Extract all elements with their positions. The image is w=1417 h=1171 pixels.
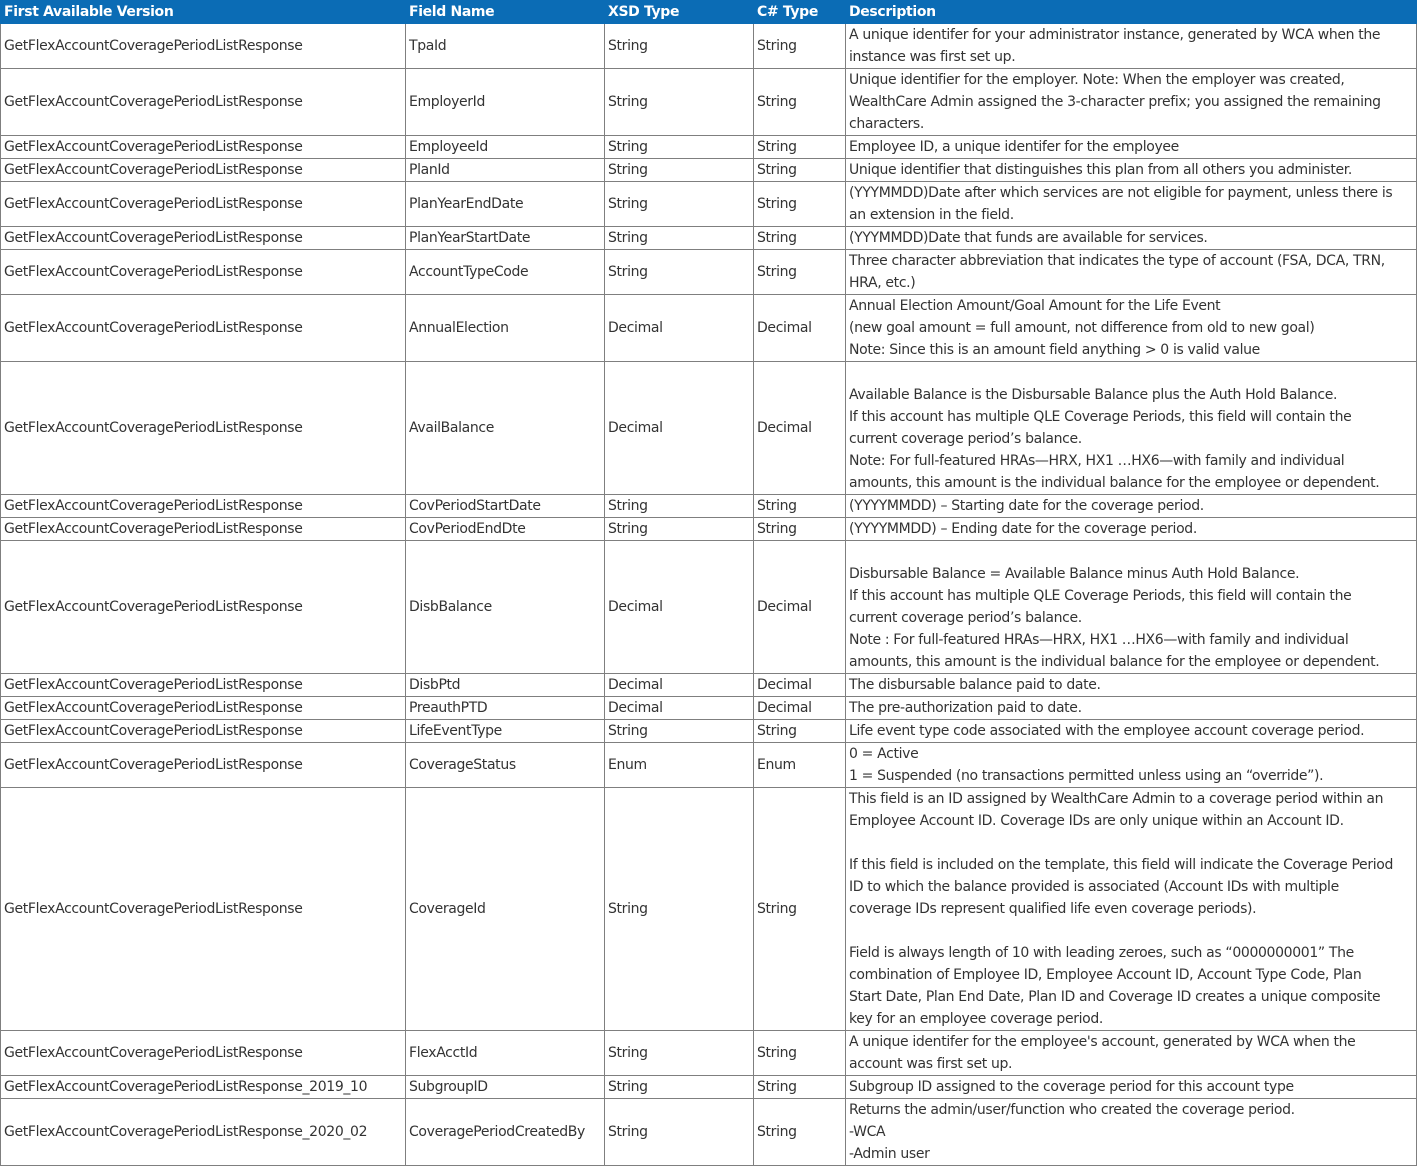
cell-description: (YYYMMDD)Date that funds are available for services. xyxy=(846,227,1417,250)
cell-cs-type: String xyxy=(754,518,846,541)
table-row xyxy=(1,227,1417,250)
table-row xyxy=(1,495,1417,518)
cell-cs-type: String xyxy=(754,788,846,1031)
cell-version: GetFlexAccountCoveragePeriodListResponse xyxy=(1,362,406,495)
cell-description: The disbursable balance paid to date. xyxy=(846,674,1417,697)
cell-version: GetFlexAccountCoveragePeriodListResponse xyxy=(1,697,406,720)
cell-description: Three character abbreviation that indicates the type of account (FSA, DCA, TRN, HRA, etc.) xyxy=(846,250,1417,295)
cell-version: GetFlexAccountCoveragePeriodListResponse xyxy=(1,159,406,182)
cell-xsd-type: String xyxy=(605,182,754,227)
cell-cs-type: String xyxy=(754,24,846,69)
cell-version: GetFlexAccountCoveragePeriodListResponse xyxy=(1,295,406,362)
cell-field-name: PreauthPTD xyxy=(406,697,605,720)
cell-xsd-type: String xyxy=(605,1099,754,1166)
cell-xsd-type: Decimal xyxy=(605,541,754,674)
cell-cs-type: String xyxy=(754,720,846,743)
header-row xyxy=(1,1,1417,24)
cell-xsd-type: Enum xyxy=(605,743,754,788)
table-row xyxy=(1,1099,1417,1166)
cell-description: Disbursable Balance = Available Balance minus Auth Hold Balance. If this account has multiple QLE Coverage Periods, this field will contain the current coverage period’s balance. Note : For full-featured HRAs—HRX, HX1 …HX6—with family and individual amounts, this amount is the individual balance for the employee or dependent. xyxy=(846,541,1417,674)
table-row xyxy=(1,720,1417,743)
cell-version: GetFlexAccountCoveragePeriodListResponse xyxy=(1,227,406,250)
cell-cs-type: String xyxy=(754,1031,846,1076)
cell-version: GetFlexAccountCoveragePeriodListResponse xyxy=(1,674,406,697)
header-first-available-version: First Available Version xyxy=(1,1,406,24)
cell-xsd-type: Decimal xyxy=(605,362,754,495)
cell-cs-type: String xyxy=(754,1076,846,1099)
cell-xsd-type: Decimal xyxy=(605,674,754,697)
header-field-name: Field Name xyxy=(406,1,605,24)
cell-xsd-type: String xyxy=(605,24,754,69)
table-row xyxy=(1,541,1417,674)
cell-field-name: SubgroupID xyxy=(406,1076,605,1099)
cell-xsd-type: String xyxy=(605,250,754,295)
cell-cs-type: String xyxy=(754,159,846,182)
cell-xsd-type: String xyxy=(605,495,754,518)
cell-version: GetFlexAccountCoveragePeriodListResponse xyxy=(1,1031,406,1076)
cell-field-name: AvailBalance xyxy=(406,362,605,495)
cell-field-name: CovPeriodStartDate xyxy=(406,495,605,518)
cell-version: GetFlexAccountCoveragePeriodListResponse xyxy=(1,743,406,788)
cell-cs-type: String xyxy=(754,227,846,250)
cell-field-name: FlexAcctId xyxy=(406,1031,605,1076)
cell-cs-type: Decimal xyxy=(754,541,846,674)
cell-cs-type: Decimal xyxy=(754,674,846,697)
cell-field-name: CovPeriodEndDte xyxy=(406,518,605,541)
table-row xyxy=(1,136,1417,159)
table-row xyxy=(1,182,1417,227)
cell-version: GetFlexAccountCoveragePeriodListResponse xyxy=(1,69,406,136)
cell-version: GetFlexAccountCoveragePeriodListResponse xyxy=(1,24,406,69)
cell-cs-type: Decimal xyxy=(754,697,846,720)
cell-version: GetFlexAccountCoveragePeriodListResponse xyxy=(1,720,406,743)
cell-description: Life event type code associated with the employee account coverage period. xyxy=(846,720,1417,743)
cell-description: Employee ID, a unique identifer for the employee xyxy=(846,136,1417,159)
cell-cs-type: Enum xyxy=(754,743,846,788)
cell-cs-type: String xyxy=(754,136,846,159)
cell-xsd-type: String xyxy=(605,136,754,159)
cell-cs-type: String xyxy=(754,69,846,136)
cell-xsd-type: String xyxy=(605,159,754,182)
table-row xyxy=(1,743,1417,788)
cell-field-name: EmployeeId xyxy=(406,136,605,159)
cell-version: GetFlexAccountCoveragePeriodListResponse xyxy=(1,250,406,295)
table-row xyxy=(1,159,1417,182)
cell-description: Returns the admin/user/function who created the coverage period. -WCA -Admin user xyxy=(846,1099,1417,1166)
table-row xyxy=(1,69,1417,136)
cell-field-name: AnnualElection xyxy=(406,295,605,362)
cell-description: 0 = Active 1 = Suspended (no transactions permitted unless using an “override”). xyxy=(846,743,1417,788)
cell-description: A unique identifer for the employee's account, generated by WCA when the account was first set up. xyxy=(846,1031,1417,1076)
cell-xsd-type: Decimal xyxy=(605,295,754,362)
cell-cs-type: String xyxy=(754,1099,846,1166)
cell-cs-type: String xyxy=(754,495,846,518)
cell-field-name: AccountTypeCode xyxy=(406,250,605,295)
table-row xyxy=(1,697,1417,720)
cell-cs-type: String xyxy=(754,250,846,295)
cell-description: The pre-authorization paid to date. xyxy=(846,697,1417,720)
table-row xyxy=(1,788,1417,1031)
table-row xyxy=(1,1076,1417,1099)
cell-description: (YYYYMMDD) – Ending date for the coverage period. xyxy=(846,518,1417,541)
table-row xyxy=(1,674,1417,697)
cell-xsd-type: String xyxy=(605,69,754,136)
cell-version: GetFlexAccountCoveragePeriodListResponse xyxy=(1,182,406,227)
header-xsd-type: XSD Type xyxy=(605,1,754,24)
cell-field-name: PlanYearStartDate xyxy=(406,227,605,250)
header-description: Description xyxy=(846,1,1417,24)
cell-xsd-type: String xyxy=(605,1031,754,1076)
cell-xsd-type: String xyxy=(605,227,754,250)
cell-description: Annual Election Amount/Goal Amount for the Life Event (new goal amount = full amount, not difference from old to new goal) Note: Since this is an amount field anything > 0 is valid value xyxy=(846,295,1417,362)
cell-version: GetFlexAccountCoveragePeriodListResponse xyxy=(1,136,406,159)
cell-field-name: EmployerId xyxy=(406,69,605,136)
cell-xsd-type: String xyxy=(605,1076,754,1099)
cell-field-name: PlanId xyxy=(406,159,605,182)
table-row xyxy=(1,1031,1417,1076)
cell-field-name: CoveragePeriodCreatedBy xyxy=(406,1099,605,1166)
cell-version: GetFlexAccountCoveragePeriodListResponse xyxy=(1,541,406,674)
cell-field-name: TpaId xyxy=(406,24,605,69)
cell-field-name: DisbBalance xyxy=(406,541,605,674)
cell-cs-type: String xyxy=(754,182,846,227)
cell-description: (YYYYMMDD) – Starting date for the coverage period. xyxy=(846,495,1417,518)
cell-version: GetFlexAccountCoveragePeriodListResponse xyxy=(1,495,406,518)
cell-field-name: LifeEventType xyxy=(406,720,605,743)
header-cs-type: C# Type xyxy=(754,1,846,24)
table-row xyxy=(1,24,1417,69)
cell-field-name: CoverageStatus xyxy=(406,743,605,788)
cell-description: A unique identifer for your administrator instance, generated by WCA when the instance was first set up. xyxy=(846,24,1417,69)
cell-version: GetFlexAccountCoveragePeriodListResponse xyxy=(1,518,406,541)
cell-xsd-type: String xyxy=(605,720,754,743)
cell-description: Unique identifier for the employer. Note: When the employer was created, WealthCare Admin assigned the 3-character prefix; you assigned the remaining characters. xyxy=(846,69,1417,136)
cell-description: (YYYMMDD)Date after which services are not eligible for payment, unless there is an extension in the field. xyxy=(846,182,1417,227)
cell-xsd-type: String xyxy=(605,518,754,541)
cell-cs-type: Decimal xyxy=(754,362,846,495)
cell-version: GetFlexAccountCoveragePeriodListResponse_2019_10 xyxy=(1,1076,406,1099)
cell-field-name: PlanYearEndDate xyxy=(406,182,605,227)
cell-description: Subgroup ID assigned to the coverage period for this account type xyxy=(846,1076,1417,1099)
cell-version: GetFlexAccountCoveragePeriodListResponse_2020_02 xyxy=(1,1099,406,1166)
cell-xsd-type: Decimal xyxy=(605,697,754,720)
table-row xyxy=(1,250,1417,295)
cell-version: GetFlexAccountCoveragePeriodListResponse xyxy=(1,788,406,1031)
cell-field-name: DisbPtd xyxy=(406,674,605,697)
cell-description: Available Balance is the Disbursable Balance plus the Auth Hold Balance. If this account has multiple QLE Coverage Periods, this field will contain the current coverage period’s balance. Note: For full-featured HRAs—HRX, HX1 …HX6—with family and individual amounts, this amount is the individual balance for the employee or dependent. xyxy=(846,362,1417,495)
cell-description: This field is an ID assigned by WealthCare Admin to a coverage period within an Employee Account ID. Coverage IDs are only unique within an Account ID. If this field is included on the template, this field will indicate the Coverage Period ID to which the balance provided is associated (Account IDs with multiple coverage IDs represent qualified life even coverage periods). Field is always length of 10 with leading zeroes, such as “0000000001” The combination of Employee ID, Employee Account ID, Account Type Code, Plan Start Date, Plan End Date, Plan ID and Coverage ID creates a unique composite key for an employee coverage period. xyxy=(846,788,1417,1031)
cell-xsd-type: String xyxy=(605,788,754,1031)
table-row xyxy=(1,362,1417,495)
cell-cs-type: Decimal xyxy=(754,295,846,362)
table-row xyxy=(1,295,1417,362)
cell-field-name: CoverageId xyxy=(406,788,605,1031)
table-row xyxy=(1,518,1417,541)
cell-description: Unique identifier that distinguishes this plan from all others you administer. xyxy=(846,159,1417,182)
